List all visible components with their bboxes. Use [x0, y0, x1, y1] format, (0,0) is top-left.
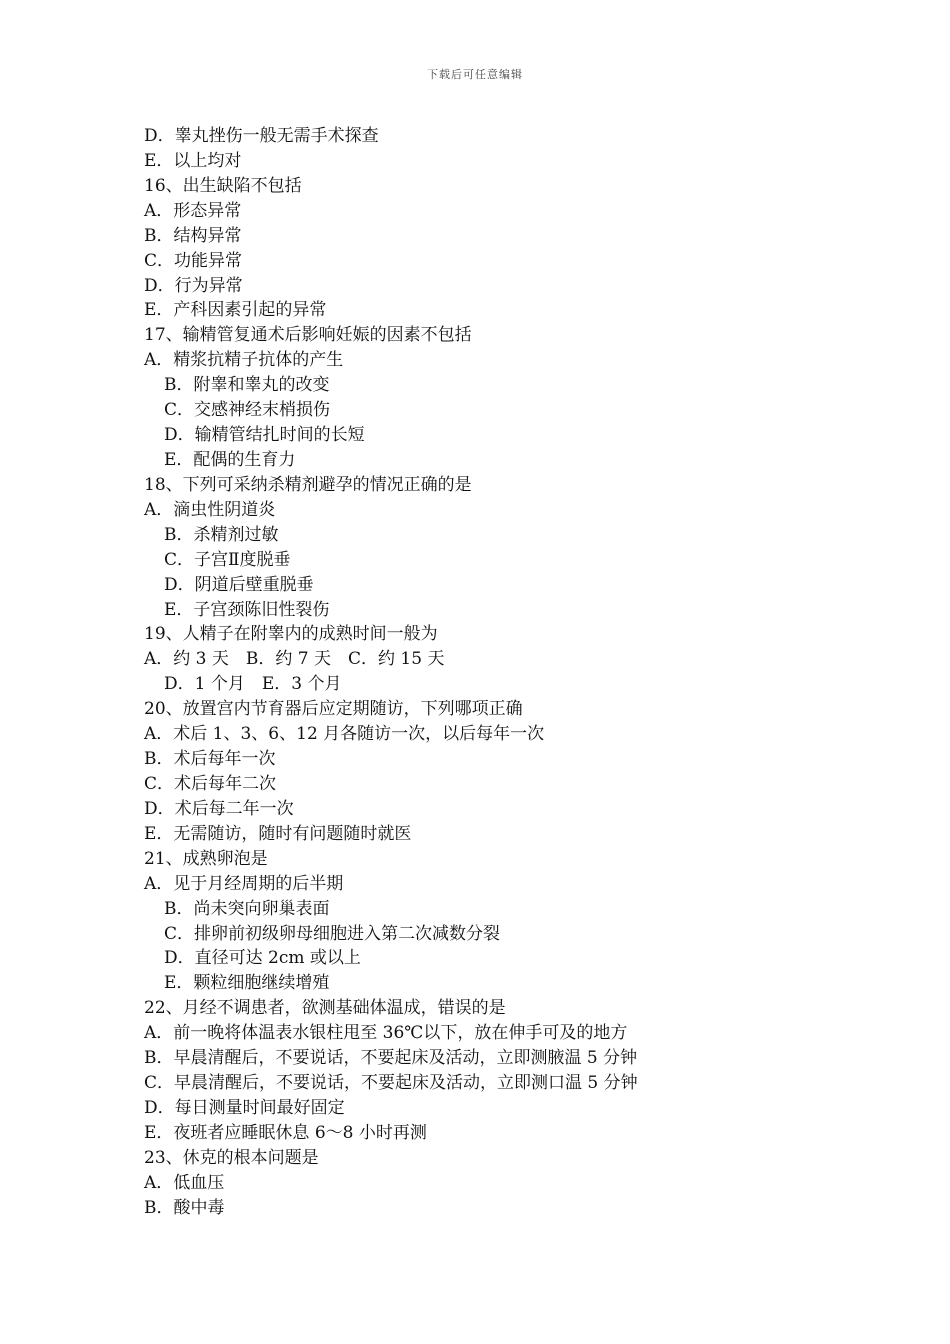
- text-line: E．夜班者应睡眠休息 6～8 小时再测: [144, 1122, 427, 1143]
- text-line: C．交感神经末梢损伤: [164, 400, 331, 421]
- text-line: D．每日测量时间最好固定: [144, 1097, 345, 1118]
- text-line: B．杀精剂过敏: [164, 524, 279, 545]
- text-line: A．见于月经周期的后半期: [144, 873, 344, 894]
- text-line: E．产科因素引起的异常: [144, 300, 327, 321]
- text-line: B．酸中毒: [144, 1197, 225, 1218]
- text-line: B．附睾和睾丸的改变: [164, 375, 330, 396]
- text-line: C．子宫Ⅱ度脱垂: [164, 549, 291, 570]
- text-line: D．输精管结扎时间的长短: [164, 425, 365, 446]
- text-line: C．术后每年二次: [144, 773, 277, 794]
- text-line: C．功能异常: [144, 250, 243, 271]
- text-line: D．1 个月 E．3 个月: [164, 674, 342, 695]
- text-line: A．低血压: [144, 1172, 225, 1193]
- text-line: B．尚未突向卵巢表面: [164, 898, 330, 919]
- text-line: 19、人精子在附睾内的成熟时间一般为: [144, 624, 438, 645]
- text-line: A．约 3 天 B．约 7 天 C．约 15 天: [144, 649, 445, 670]
- text-line: E．颗粒细胞继续增殖: [164, 973, 330, 994]
- text-line: 22、月经不调患者，欲测基础体温成，错误的是: [144, 998, 506, 1019]
- text-line: E．以上均对: [144, 150, 242, 171]
- text-line: A．精浆抗精子抗体的产生: [144, 350, 344, 371]
- text-line: E．无需随访，随时有问题随时就医: [144, 823, 412, 844]
- text-line: A．滴虫性阴道炎: [144, 499, 276, 520]
- text-line: E．配偶的生育力: [164, 449, 296, 470]
- text-line: 16、出生缺陷不包括: [144, 175, 302, 196]
- text-line: C．排卵前初级卵母细胞进入第二次减数分裂: [164, 923, 501, 944]
- text-line: D．阴道后壁重脱垂: [164, 574, 314, 595]
- document-body: [144, 124, 844, 1221]
- text-line: 18、下列可采纳杀精剂避孕的情况正确的是: [144, 474, 472, 495]
- text-line: 21、成熟卵泡是: [144, 848, 268, 869]
- text-line: E．子宫颈陈旧性裂伤: [164, 599, 330, 620]
- text-line: A．术后 1、3、6、12 月各随访一次，以后每年一次: [144, 724, 545, 745]
- page-header: 下载后可任意编辑: [427, 68, 523, 81]
- text-line: D．睾丸挫伤一般无需手术探查: [144, 126, 379, 146]
- text-line: A．前一晚将体温表水银柱甩至 36℃以下，放在伸手可及的地方: [144, 1023, 628, 1044]
- text-line: B．早晨清醒后，不要说话，不要起床及活动，立即测腋温 5 分钟: [144, 1048, 638, 1069]
- text-line: 23、休克的根本问题是: [144, 1147, 319, 1168]
- text-line: C．早晨清醒后，不要说话，不要起床及活动，立即测口温 5 分钟: [144, 1073, 638, 1094]
- text-line: 20、放置宫内节育器后应定期随访，下列哪项正确: [144, 699, 523, 720]
- text-line: B．术后每年一次: [144, 749, 276, 770]
- text-line: A．形态异常: [144, 200, 242, 221]
- text-line: D．直径可达 2cm 或以上: [164, 948, 361, 969]
- text-line: D．术后每二年一次: [144, 798, 294, 819]
- text-line: D．行为异常: [144, 275, 243, 296]
- text-line: 17、输精管复通术后影响妊娠的因素不包括: [144, 325, 472, 346]
- text-line: B．结构异常: [144, 225, 242, 246]
